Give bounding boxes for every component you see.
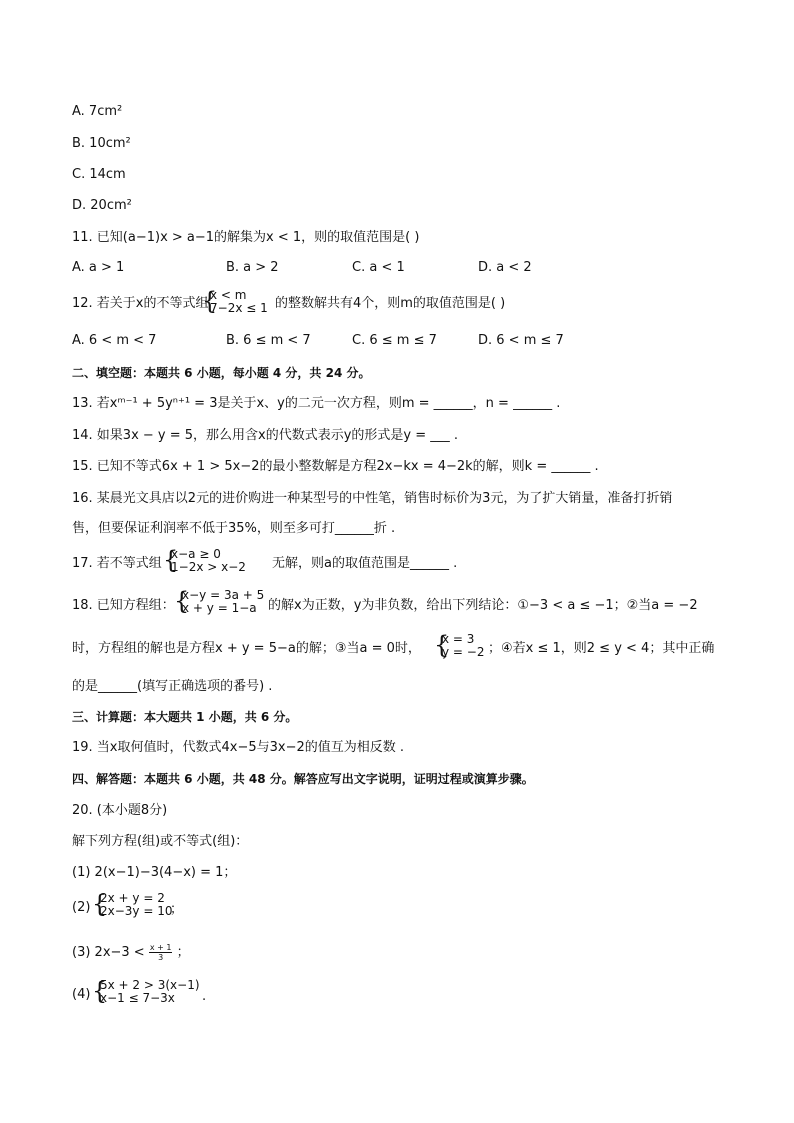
q20-intro: 解下列方程(组)或不等式(组)： bbox=[72, 834, 249, 849]
q17-sys-line2: 1−2x > x−2 bbox=[171, 560, 246, 574]
q12-suffix: 的整数解共有4个，则m的取值范围是( ) bbox=[275, 296, 506, 311]
q20-part2-line2: 2x−3y = 10 bbox=[100, 904, 173, 918]
q17-suffix: 无解，则a的取值范围是______ . bbox=[272, 556, 458, 571]
q11-option-d: D. a < 2 bbox=[478, 260, 532, 275]
brace: { bbox=[174, 587, 190, 615]
q17-sys-line1: x−a ≥ 0 bbox=[171, 547, 221, 561]
q18-line2a: 时，方程组的解也是方程x + y = 5−a的解；③当a = 0时， bbox=[72, 641, 421, 656]
q18-line3: 的是______(填写正确选项的番号) . bbox=[72, 679, 273, 694]
section-heading-answer: 四、解答题：本题共 6 小题，共 48 分。解答应写出文字说明，证明过程或演算步骤。 bbox=[72, 772, 534, 786]
q20-part4-label: (4) bbox=[72, 987, 91, 1002]
q16-line1: 16. 某晨光文具店以2元的进价购进一种某型号的中性笔，销售时标价为3元，为了扩大销量，准备打折销 bbox=[72, 491, 673, 506]
q18-sys-line1: x−y = 3a + 5 bbox=[182, 588, 265, 602]
brace: { bbox=[163, 546, 179, 574]
fraction-numerator: x + 1 bbox=[149, 943, 172, 952]
q18-sys2-line1: x = 3 bbox=[442, 632, 475, 646]
q20-part1: (1) 2(x−1)−3(4−x) = 1； bbox=[72, 865, 237, 880]
fraction-denominator: 3 bbox=[158, 953, 164, 962]
q14-text: 14. 如果3x − y = 5，那么用含x的代数式表示y的形式是y = ___ . bbox=[72, 428, 459, 443]
q18-sys2-line2: y = −2 bbox=[442, 645, 485, 659]
q10-option-b: B. 10cm² bbox=[72, 136, 131, 151]
q18-line1-rest: 的解x为正数，y为非负数，给出下列结论：①−3 < a ≤ −1；②当a = −2 bbox=[268, 598, 698, 613]
q20-part2-system bbox=[92, 890, 182, 919]
q20-part3-end: ； bbox=[176, 945, 190, 960]
q12-sys-line2: 7−2x ≤ 1 bbox=[210, 301, 268, 315]
brace: { bbox=[92, 890, 108, 918]
q10-option-d: D. 20cm² bbox=[72, 198, 132, 213]
q11-text: 11. 已知(a−1)x > a−1的解集为x < 1，则的取值范围是( ) bbox=[72, 230, 420, 245]
q20-part2-line1: 2x + y = 2 bbox=[100, 891, 165, 905]
q20-part3-prefix: (3) 2x−3 < bbox=[72, 945, 145, 960]
q18-line2b: ；④若x ≤ 1，则2 ≤ y < 4；其中正确 bbox=[488, 641, 715, 656]
q17-prefix: 17. 若不等式组 bbox=[72, 556, 162, 571]
brace: { bbox=[92, 977, 108, 1005]
q10-option-a: A. 7cm² bbox=[72, 104, 123, 119]
q20-title: 20. (本小题8分) bbox=[72, 803, 168, 818]
q11-option-a: A. a > 1 bbox=[72, 260, 125, 275]
brace: { bbox=[202, 287, 218, 315]
q18-system bbox=[174, 587, 274, 616]
q18-sys-line2: x + y = 1−a bbox=[182, 601, 257, 615]
q19-text: 19. 当x取何值时，代数式4x−5与3x−2的值互为相反数 . bbox=[72, 740, 405, 755]
q18-system-2 bbox=[434, 631, 494, 660]
q20-part4-system bbox=[92, 977, 212, 1006]
section-heading-fill-in: 二、填空题：本题共 6 小题，每小题 4 分，共 24 分。 bbox=[72, 366, 371, 380]
q11-option-c: C. a < 1 bbox=[352, 260, 405, 275]
section-heading-calculation: 三、计算题：本大题共 1 小题，共 6 分。 bbox=[72, 710, 298, 724]
brace: { bbox=[434, 631, 450, 659]
q13-text: 13. 若xᵐ⁻¹ + 5yⁿ⁺¹ = 3是关于x、y的二元一次方程，则m = ______，n = ______ . bbox=[72, 396, 561, 411]
q16-line2: 售，但要保证利润率不低于35%，则至多可打______折 . bbox=[72, 521, 396, 536]
q20-part4-end: . bbox=[202, 989, 207, 1004]
q12-system bbox=[202, 287, 282, 316]
fraction bbox=[149, 943, 173, 962]
q12-option-c: C. 6 ≤ m ≤ 7 bbox=[352, 333, 437, 348]
q10-option-c: C. 14cm bbox=[72, 167, 126, 182]
q15-text: 15. 已知不等式6x + 1 > 5x−2的最小整数解是方程2x−kx = 4−2k的解，则k = ______ . bbox=[72, 459, 599, 474]
q18-prefix: 18. 已知方程组： bbox=[72, 598, 175, 613]
q20-part4-line2: x−1 ≤ 7−3x bbox=[100, 991, 175, 1005]
q12-option-b: B. 6 ≤ m < 7 bbox=[226, 333, 311, 348]
q20-part2-end: ； bbox=[170, 902, 184, 917]
q20-part2-label: (2) bbox=[72, 900, 91, 915]
q20-part3 bbox=[72, 943, 190, 962]
q17-system bbox=[163, 546, 263, 575]
q12-sys-line1: x < m bbox=[210, 288, 247, 302]
q11-option-b: B. a > 2 bbox=[226, 260, 279, 275]
q12-option-a: A. 6 < m < 7 bbox=[72, 333, 157, 348]
q12-prefix: 12. 若关于x的不等式组 bbox=[72, 296, 209, 311]
q20-part4-line1: 5x + 2 > 3(x−1) bbox=[100, 978, 200, 992]
q12-option-d: D. 6 < m ≤ 7 bbox=[478, 333, 564, 348]
